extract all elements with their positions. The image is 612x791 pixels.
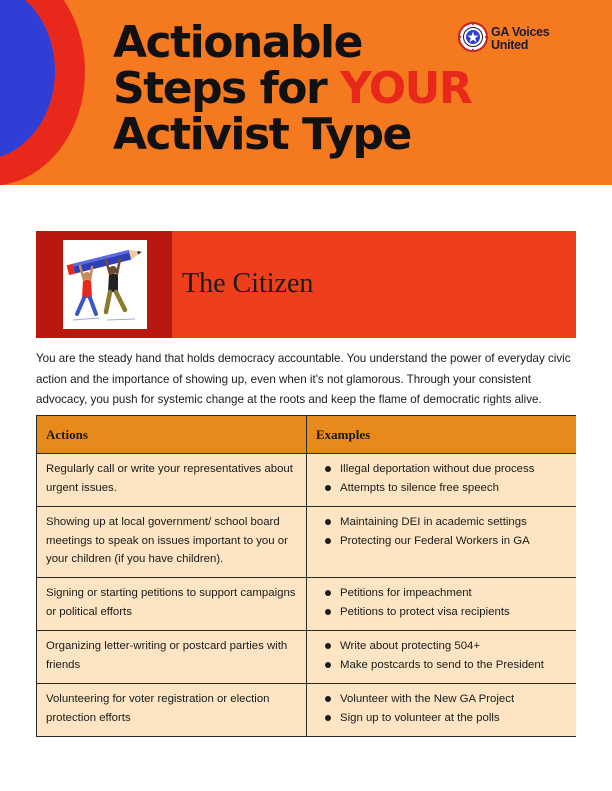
logo-line-2: United (491, 38, 529, 52)
column-header-actions: Actions (37, 416, 307, 454)
table-row (37, 454, 577, 507)
people-carrying-pencil-icon (63, 240, 147, 329)
logo-text (491, 26, 549, 52)
title-line-3: Activist Type (113, 109, 411, 160)
title-line-2-prefix: Steps for (113, 63, 340, 114)
page-title (113, 17, 472, 160)
banner-image-panel (36, 231, 172, 338)
action-cell: Volunteering for voter registration or election protection efforts (37, 684, 307, 737)
title-accent-your: YOUR (339, 63, 472, 114)
list-item: Maintaining DEI in academic settings (340, 513, 567, 532)
examples-cell (307, 454, 577, 507)
actions-table (36, 415, 576, 737)
action-cell: Organizing letter-writing or postcard parties with friends (37, 631, 307, 684)
section-title: The Citizen (182, 268, 314, 299)
examples-list (316, 513, 567, 550)
logo-line-1: GA Voices (491, 25, 550, 39)
action-cell: Showing up at local government/ school board meetings to speak on issues important to you or your children (if you have children). (37, 507, 307, 578)
examples-list (316, 584, 567, 621)
action-cell: Signing or starting petitions to support campaigns or political efforts (37, 578, 307, 631)
intro-paragraph: You are the steady hand that holds democracy accountable. You understand the power of everyday civic action and the importance of showing up, even when it's not glamorous. Through your consistent advocacy, you push for systemic change at the roots and keep the flame of democratic rights alive. (36, 352, 571, 406)
table-row (37, 631, 577, 684)
action-cell: Regularly call or write your representatives about urgent issues. (37, 454, 307, 507)
table-row (37, 507, 577, 578)
examples-cell (307, 684, 577, 737)
list-item: Volunteer with the New GA Project (340, 690, 567, 709)
page-header (0, 0, 612, 185)
list-item: Illegal deportation without due process (340, 460, 567, 479)
examples-list (316, 637, 567, 674)
examples-list (316, 460, 567, 497)
section-banner (36, 231, 576, 338)
list-item: Petitions to protect visa recipients (340, 603, 567, 622)
examples-list (316, 690, 567, 727)
table-row (37, 684, 577, 737)
examples-cell (307, 631, 577, 684)
list-item: Sign up to volunteer at the polls (340, 709, 567, 728)
list-item: Attempts to silence free speech (340, 479, 567, 498)
column-header-examples: Examples (307, 416, 577, 454)
examples-cell (307, 507, 577, 578)
list-item: Petitions for impeachment (340, 584, 567, 603)
examples-cell (307, 578, 577, 631)
table-header-row (37, 416, 577, 454)
list-item: Write about protecting 504+ (340, 637, 567, 656)
list-item: Make postcards to send to the President (340, 656, 567, 675)
table-row (37, 578, 577, 631)
org-logo (458, 22, 549, 52)
list-item: Protecting our Federal Workers in GA (340, 532, 567, 551)
title-line-1: Actionable (113, 17, 362, 68)
ga-voices-united-seal-icon (458, 22, 488, 52)
